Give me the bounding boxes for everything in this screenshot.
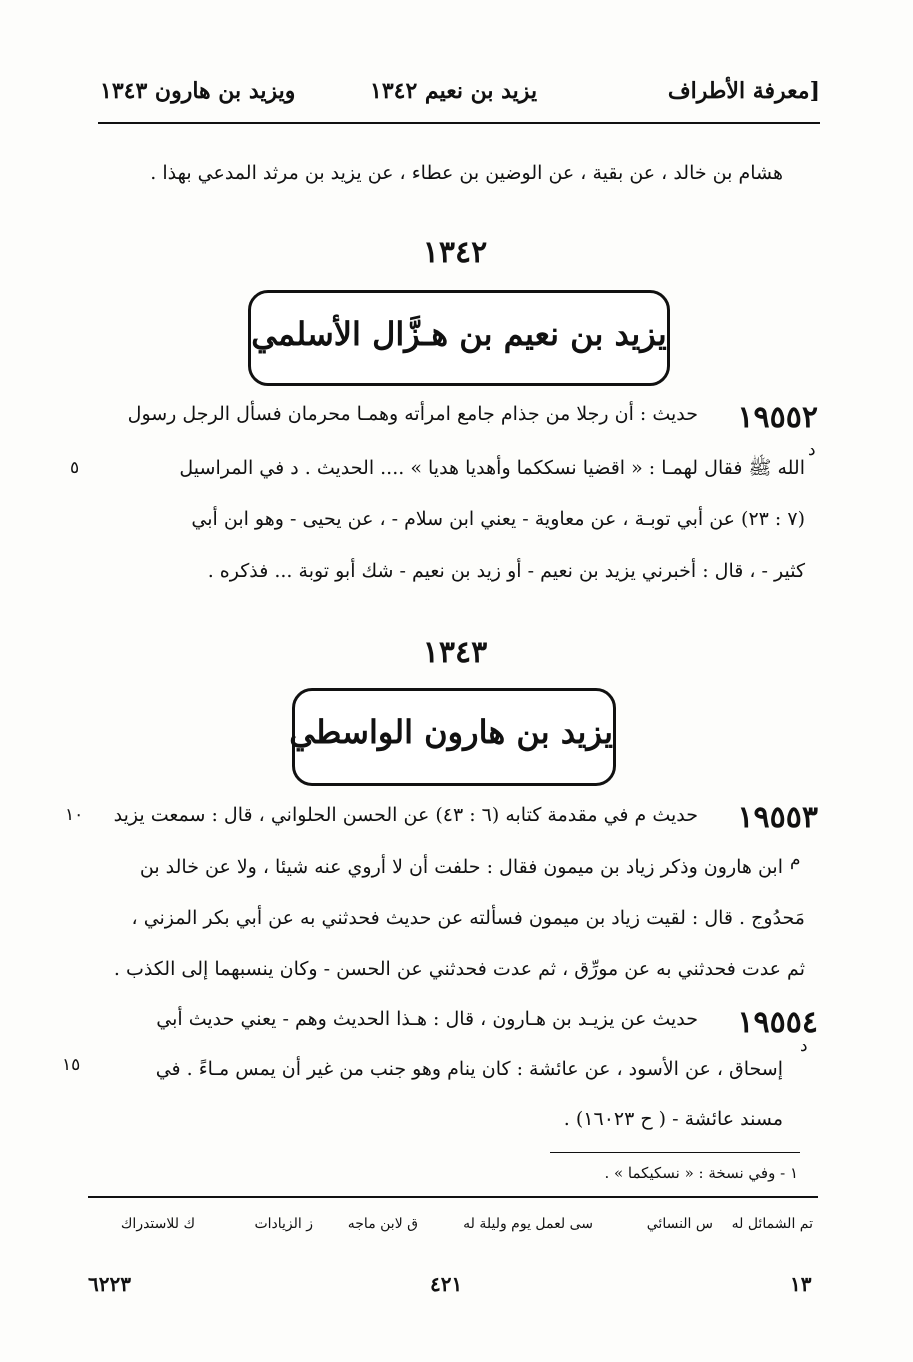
hadith-number-19552: ١٩٥٥٢ (737, 400, 818, 435)
hadith-19553-line-3: مَحدُوج . قال : لقيت زياد بن ميمون فسألته عن حديث فحدثني به عن أبي بكر المزني ، (131, 907, 805, 929)
footnote: ١ - وفي نسخة : « نسكيكما » . (604, 1164, 798, 1182)
hadith-symbol-19553: م (790, 850, 801, 870)
abbrev-shamail: تم الشمائل له (731, 1216, 813, 1232)
intro-line: هشام بن خالد ، عن بقية ، عن الوضين بن عطاء ، عن يزيد بن مرثد المدعي بهذا . (150, 162, 783, 184)
margin-line-number-5: ٥ (70, 458, 80, 478)
section-title-box-1342 (248, 290, 670, 386)
margin-line-number-15: ١٥ (62, 1055, 81, 1075)
footnote-rule (550, 1152, 800, 1153)
section-number-1343: ١٣٤٣ (422, 635, 488, 670)
hadith-symbol-19552: د (808, 440, 816, 460)
legend-rule (88, 1196, 818, 1198)
margin-line-number-10: ١٠ (65, 805, 84, 825)
hadith-19554-line-1: حديث عن يزيـد بن هـارون ، قال : هـذا الحديث وهم - يعني حديث أبي (156, 1008, 698, 1030)
abbrev-ibn-majah: ق لابن ماجه (347, 1216, 418, 1232)
section-number-1342: ١٣٤٢ (422, 235, 488, 270)
running-header (100, 78, 820, 112)
abbrev-istidrak: ك للاستدراك (120, 1216, 195, 1232)
header-rule (98, 122, 820, 124)
hadith-19552-line-2: الله ﷺ فقال لهمـا : « اقضيا نسككما وأهديا هديا » .... الحديث . د في المراسيل (179, 457, 805, 479)
abbrev-ziyadat: ز الزيادات (254, 1216, 313, 1232)
abbrev-nasai: س النسائي (646, 1216, 713, 1232)
header-section-2: ويزيد بن هارون ١٣٤٣ (100, 78, 296, 104)
hadith-19552-line-1: حديث : أن رجلا من جذام جامع امرأته وهمـا محرمان فسأل الرجل رسول (127, 403, 698, 425)
hadith-19553-line-2: ابن هارون وذكر زياد بن ميمون فقال : حلفت أن لا أروي عنه شيئا ، ولا عن خالد بن (139, 856, 783, 878)
hadith-19554-line-3: مسند عائشة - ( ح ١٦٠٢٣) . (563, 1108, 783, 1130)
section-title-box-1343 (289, 688, 616, 786)
hadith-19552-line-4: كثير - ، قال : أخبرني يزيد بن نعيم - أو زيد بن نعيم - شك أبو توبة ... فذكره . (207, 560, 805, 582)
section-title-1342: يزيد بن نعيم بن هـزَّال الأسلمي (251, 315, 667, 353)
hadith-number-19554: ١٩٥٥٤ (737, 1005, 818, 1040)
footer-volume-number: ١٣ (790, 1272, 812, 1296)
hadith-19554-line-2: إسحاق ، عن الأسود ، عن عائشة : كان ينام وهو جنب من غير أن يمس مـاءً . في (155, 1058, 783, 1080)
abbrev-amal-yawm: سى لعمل يوم وليلة له (463, 1216, 593, 1232)
hadith-number-19553: ١٩٥٥٣ (737, 800, 818, 835)
footer-page-number: ٤٢١ (430, 1272, 463, 1296)
hadith-19552-line-3: (٧ : ٢٣) عن أبي توبـة ، عن معاوية - يعني ابن سلام - ، عن يحيى - وهو ابن أبي (191, 508, 805, 530)
footer-code-number: ٦٢٢٣ (88, 1272, 131, 1296)
hadith-symbol-19554: د (800, 1036, 808, 1056)
hadith-19553-line-1: حديث م في مقدمة كتابه (٦ : ٤٣) عن الحسن الحلواني ، قال : سمعت يزيد (113, 804, 698, 826)
section-title-1343: يزيد بن هارون الواسطي (289, 713, 613, 751)
header-book-title: [معرفة الأطراف (667, 78, 820, 104)
hadith-19553-line-4: ثم عدت فحدثني به عن مورِّق ، ثم عدت فحدثني عن الحسن - وكان ينسبهما إلى الكذب . (113, 958, 805, 980)
header-section-1: يزيد بن نعيم ١٣٤٢ (370, 78, 538, 104)
